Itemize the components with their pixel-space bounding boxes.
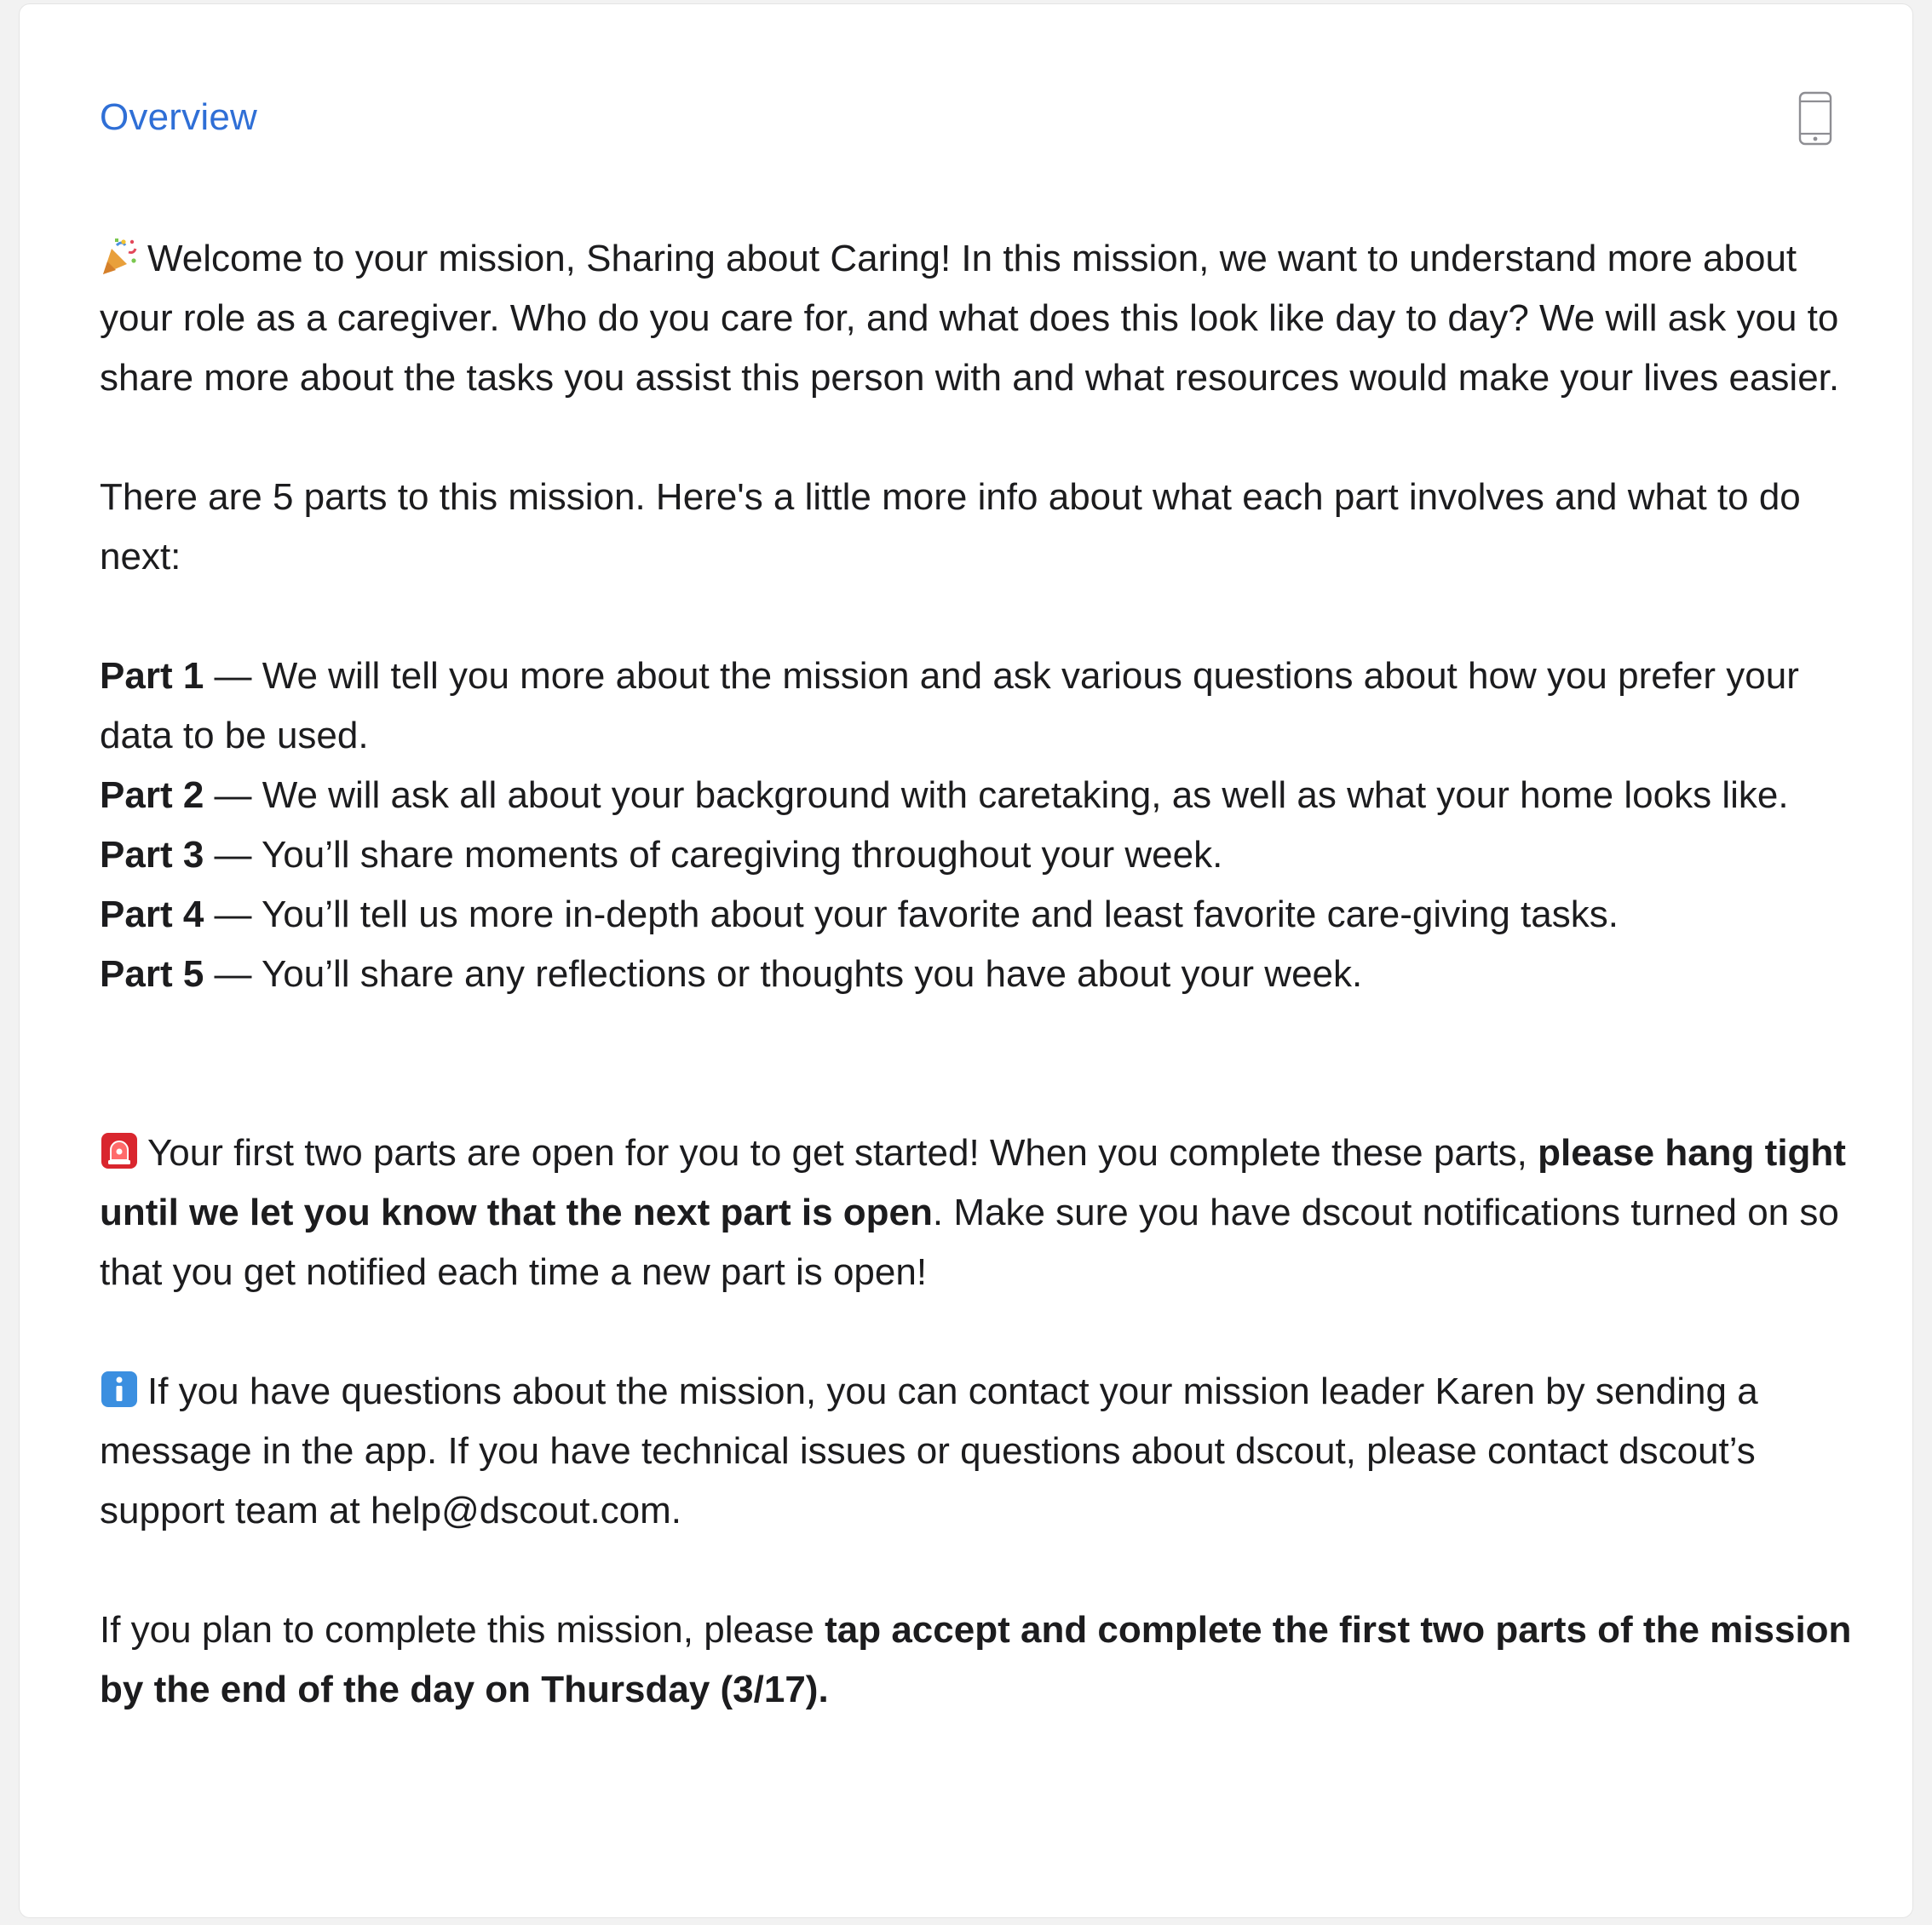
- part-item: [100, 766, 1863, 825]
- info-text: If you have questions about the mission, you can contact your mission leader Karen by sending a message in the app. If you have technical issues or questions about dscout, please contact dscout’s support team at help@dscout.com.: [100, 1370, 1758, 1531]
- parts-list: [100, 646, 1863, 1004]
- closing-text-bold: tap accept and complete the first two parts of the mission by the end of the day on Thursday (3/17).: [100, 1609, 1852, 1710]
- part-label: Part 3: [100, 834, 204, 876]
- part-label: Part 2: [100, 774, 204, 816]
- part-label: Part 4: [100, 894, 204, 935]
- notice-text-end: . Make sure you have dscout notifications turned on so that you get notified each time a new part is open!: [100, 1192, 1839, 1293]
- closing-paragraph: [100, 1600, 1863, 1720]
- closing-text-start: If you plan to complete this mission, please: [100, 1609, 825, 1651]
- part-item: [100, 885, 1863, 945]
- siren-icon: [100, 1129, 139, 1168]
- part-text: — We will ask all about your background with caretaking, as well as what your home looks like.: [204, 774, 1789, 816]
- part-label: Part 1: [100, 655, 204, 697]
- overview-link[interactable]: Overview: [100, 96, 257, 138]
- intro-text: Welcome to your mission, Sharing about Caring! In this mission, we want to understand more about your role as a caregiver. Who do you care for, and what does this look like day to day? We will ask you to share more about the tasks you assist this person with and what resources would make your lives easier.: [100, 238, 1840, 399]
- part-item: [100, 945, 1863, 1004]
- part-item: [100, 825, 1863, 885]
- part-text: — We will tell you more about the mission and ask various questions about how you prefer your data to be used.: [100, 655, 1799, 756]
- part-item: [100, 646, 1863, 766]
- info-paragraph: [100, 1362, 1863, 1541]
- party-popper-icon: [100, 234, 139, 273]
- notice-text-bold: please hang tight until we let you know that the next part is open: [100, 1132, 1846, 1233]
- phone-icon[interactable]: [1798, 91, 1832, 146]
- notice-paragraph: [100, 1123, 1863, 1302]
- info-icon: [100, 1367, 139, 1406]
- part-text: — You’ll share any reflections or thoughts you have about your week.: [204, 953, 1363, 995]
- card-header: [100, 91, 1832, 152]
- part-text: — You’ll share moments of caregiving throughout your week.: [204, 834, 1223, 876]
- mission-description: [100, 229, 1863, 1720]
- mission-overview-card: [20, 4, 1912, 1917]
- parts-intro-text: There are 5 parts to this mission. Here's a little more info about what each part involves and what to do next:: [100, 476, 1801, 578]
- notice-text-start: Your first two parts are open for you to get started! When you complete these parts,: [147, 1132, 1538, 1174]
- intro-paragraph: [100, 229, 1863, 408]
- part-label: Part 5: [100, 953, 204, 995]
- part-text: — You’ll tell us more in-depth about your favorite and least favorite care-giving tasks.: [204, 894, 1619, 935]
